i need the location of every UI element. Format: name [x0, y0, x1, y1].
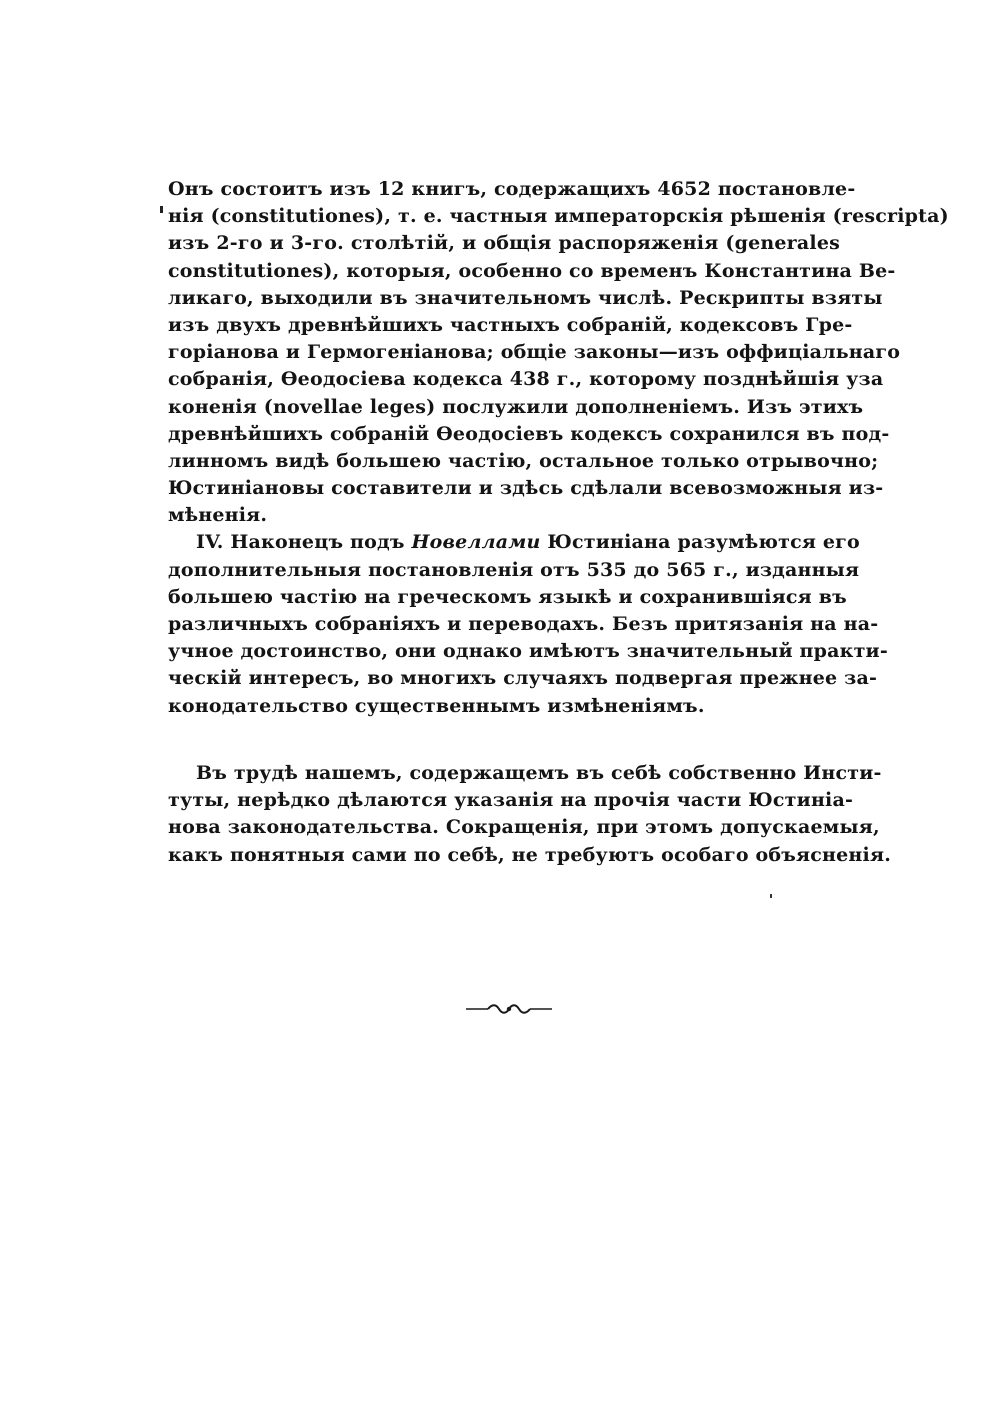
- text-line: большею частію на греческомъ языкѣ и сохранившіяся въ: [168, 585, 847, 608]
- text-line: нія (constitutiones), т. е. частныя императорскія рѣшенія (rescripta): [168, 205, 949, 228]
- main-text-lower: [168, 760, 892, 869]
- text-fragment: Юстиніана разумѣются его: [547, 531, 860, 554]
- text-line: конодательство существеннымъ измѣненіямъ.: [168, 694, 705, 717]
- paragraph-novellae: [168, 529, 888, 719]
- text-line: ческій интересъ, во многихъ случаяхъ подвергая прежнее за-: [168, 667, 878, 690]
- end-ornament: [466, 1002, 552, 1016]
- text-line: туты, нерѣдко дѣлаются указанія на прочія части Юстиніа-: [168, 789, 854, 812]
- text-line: древнѣйшихъ собраній Ѳеодосіевъ кодексъ сохранился въ под-: [168, 422, 890, 445]
- text-line: учное достоинство, они однако имѣютъ значительный практи-: [168, 640, 888, 663]
- text-line: горіанова и Гермогеніанова; общіе законы—изъ оффиціальнаго: [168, 341, 901, 364]
- text-fragment: Наконецъ подъ: [230, 531, 405, 554]
- print-speck-right: [770, 894, 772, 898]
- text-line: ликаго, выходили въ значительномъ числѣ. Рескрипты взяты: [168, 286, 883, 309]
- print-speck-left: [160, 206, 163, 213]
- text-line: какъ понятныя сами по себѣ, не требуютъ особаго объясненія.: [168, 843, 892, 866]
- text-line: изъ 2-го и 3-го. столѣтій, и общія распоряженія (generales: [168, 232, 840, 255]
- main-text-upper: [168, 176, 949, 720]
- text-line: Юстиніановы составители и здѣсь сдѣлали всевозможныя из-: [168, 477, 884, 500]
- text-line-first: [168, 529, 860, 556]
- text-line: мѣненія.: [168, 504, 268, 527]
- text-line: constitutiones), которыя, особенно со временъ Константина Ве-: [168, 259, 896, 282]
- text-line: коненія (novellae leges) послужили дополненіемъ. Изъ этихъ: [168, 395, 864, 418]
- text-line: нова законодательства. Сокращенія, при этомъ допускаемыя,: [168, 816, 880, 839]
- section-numeral: IV.: [196, 531, 224, 554]
- text-line: линномъ видѣ большею частію, остальное только отрывочно;: [168, 449, 879, 472]
- text-line: собранія, Ѳеодосіева кодекса 438 г., которому позднѣйшія уза: [168, 368, 884, 391]
- italic-term: Новеллами: [411, 531, 541, 554]
- text-line: Онъ состоитъ изъ 12 книгъ, содержащихъ 4652 постановле-: [168, 178, 856, 200]
- text-line: дополнительныя постановленія отъ 535 до 565 г., изданныя: [168, 558, 860, 581]
- text-line: изъ двухъ древнѣйшихъ частныхъ собраній, кодексовъ Гре-: [168, 313, 853, 336]
- paragraph-codex: [168, 176, 949, 529]
- text-line: различныхъ собраніяхъ и переводахъ. Безъ притязанія на на-: [168, 613, 879, 635]
- paragraph-abbreviations: [168, 760, 892, 869]
- text-line: Въ трудѣ нашемъ, содержащемъ въ себѣ собственно Инсти-: [196, 762, 882, 784]
